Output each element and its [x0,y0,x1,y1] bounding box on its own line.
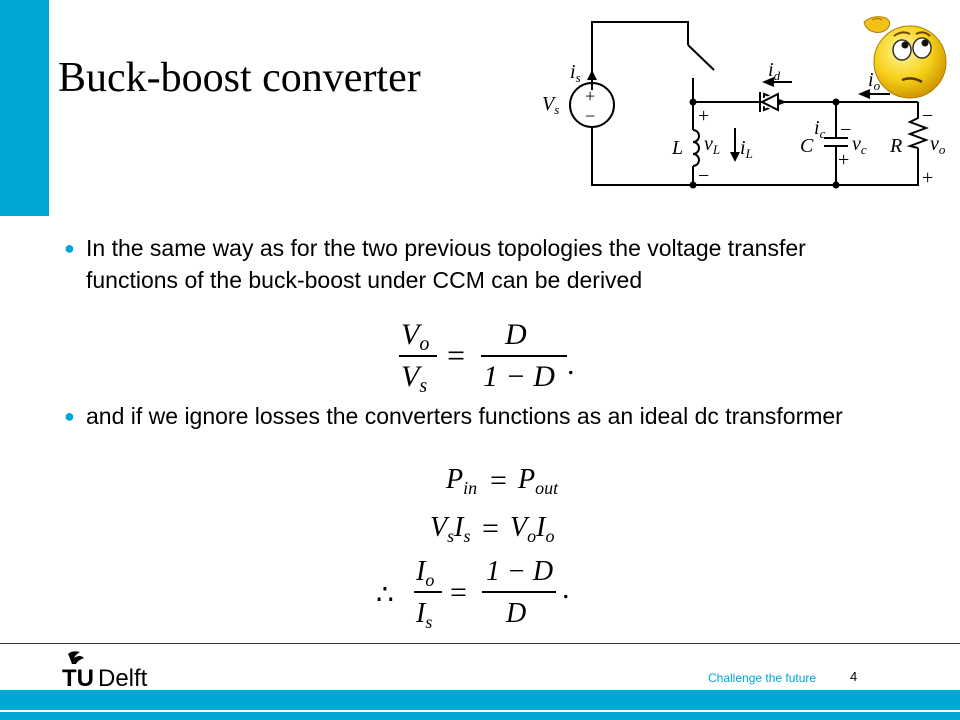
ic-label: i [814,117,820,139]
eq2-l2-lhs2-sub: s [463,526,471,546]
vl-label: v [704,133,713,155]
cap-label: C [800,135,814,157]
eq2-l2-rhs2: I [536,512,546,543]
svg-text:iL [740,137,753,161]
res-minus: − [922,105,934,127]
source-minus: − [585,106,596,126]
eq2-end: . [562,572,570,605]
eq2-l1-rhs-sub: out [535,478,559,498]
thinking-smiley-icon [858,8,950,100]
svg-text:vo [930,133,946,157]
eq2-l2-lhs2: I [454,512,464,543]
eq2-l3-rhs-den: D [506,598,527,629]
eq2-l2-equals: = [482,512,499,545]
svg-text:Vs [542,93,559,117]
svg-text:Vs [401,360,427,397]
source-plus: + [585,86,596,106]
il-sub: L [745,146,753,161]
bullet-text-1: In the same way as for the two previous topologies the voltage transfer functions of the buck-boost under CCM can be derived [86,235,806,293]
eq1-equals: = [447,337,466,373]
res-plus: + [922,167,934,189]
svg-text:is [570,61,581,85]
footer-slogan: Challenge the future [708,671,817,685]
eq2-l3-rhs-num: 1 − D [486,556,554,587]
svg-text:vc [852,133,867,157]
eq2-l2-rhs-sub: o [527,526,537,546]
is-label: i [570,61,576,83]
tudelft-logo [60,650,170,690]
res-label: R [890,135,903,157]
bullet-dot-icon: ● [64,238,75,258]
eq2-l1-rhs: P [518,464,536,495]
footer-band-top [0,690,960,710]
id-label: i [768,59,774,81]
svg-text:Vo [401,318,429,355]
logo-tu: TU [62,665,94,690]
bullet-text-2: and if we ignore losses the converters functions as an ideal dc transformer [86,403,843,429]
vc-label: v [852,133,861,155]
bullet-dot-icon: ● [64,406,75,426]
inductor-label: L [672,137,684,159]
page-number: 4 [850,669,858,684]
eq2-l2-lhs-sub: s [447,526,455,546]
svg-text:ic [814,117,826,141]
eq2-l3-num-sub: o [425,570,435,590]
vl-sub: L [712,142,721,157]
is-sub: s [575,70,581,85]
il-label: i [740,137,746,159]
eq1-rhs-den: 1 − D [483,360,555,393]
vo-sub: o [938,142,946,157]
logo-delft: Delft [98,665,148,690]
eq2-l1-lhs: P [446,464,464,495]
power-balance-equations [370,458,580,633]
eq2-l3-den: I [416,598,426,629]
footer-divider [0,643,960,644]
svg-text:Io [415,556,434,590]
title-accent-bar [0,0,49,216]
cap-plus: + [838,149,850,171]
eq2-l2-rhs: V [510,512,528,543]
inductor-plus: + [698,105,710,127]
eq2-therefore: ∴ [376,580,394,611]
eq2-l3-den-sub: s [425,612,433,632]
eq2-l3-equals: = [450,576,467,609]
footer-band-bottom [0,712,960,720]
vo-label: v [930,133,939,155]
flame-icon [68,651,84,664]
eq1-end: . [567,348,575,381]
io-sub: o [873,78,881,93]
eq1-lhs-den: V [401,360,420,393]
eq2-l1-lhs-sub: in [463,478,478,498]
svg-text:vL [704,133,720,157]
svg-text:VsIs [430,512,470,546]
eq2-l2-rhs2-sub: o [545,526,555,546]
svg-text:id [768,59,781,83]
inductor-minus: − [698,165,710,187]
svg-text:VoIo [510,512,554,546]
eq1-lhs-den-sub: s [419,375,428,397]
eq2-l2-lhs: V [430,512,448,543]
id-sub: d [773,68,781,83]
voltage-transfer-equation [395,312,595,398]
eq2-l1-equals: = [490,464,507,497]
eq1-lhs-num: V [401,318,420,351]
source-label: V [542,93,555,115]
io-label: i [868,69,874,91]
eq1-lhs-num-sub: o [419,333,430,355]
eq2-l3-num: I [416,556,426,587]
slide-title: Buck-boost converter [58,55,421,101]
ic-sub: c [819,126,826,141]
source-sub: s [554,102,560,117]
vc-sub: c [860,142,867,157]
diode-symbol [754,92,786,112]
svg-text:Is [415,598,432,632]
svg-text:Pout [517,464,559,498]
cap-minus: − [840,119,852,141]
svg-text:Pin [445,464,477,498]
eq1-rhs-num: D [505,318,527,351]
